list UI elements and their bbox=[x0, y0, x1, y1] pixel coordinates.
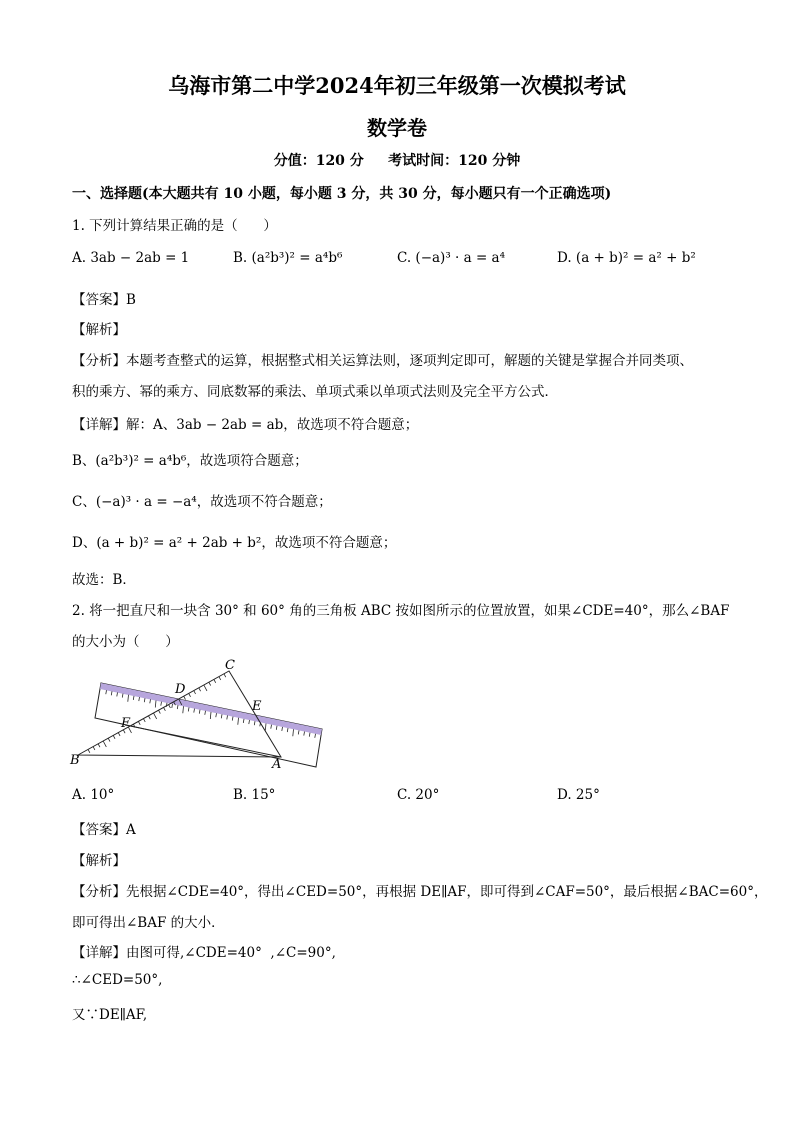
label-a: A bbox=[272, 757, 282, 770]
q1-answer: 【答案】B bbox=[72, 292, 136, 308]
q2-detail-3: 又∵DE∥AF, bbox=[72, 1007, 148, 1023]
question-1-stem: 1. 下列计算结果正确的是（ ） bbox=[72, 218, 277, 234]
q1-option-d: D. (a + b)² = a² + b² bbox=[557, 250, 696, 266]
q2-option-a: A. 10° bbox=[72, 787, 115, 803]
q1-option-a: A. 3ab − 2ab = 1 bbox=[72, 250, 190, 266]
ruler-triangle-figure bbox=[66, 655, 331, 770]
q1-analysis-label: 【解析】 bbox=[72, 322, 126, 338]
label-e: E bbox=[252, 699, 262, 714]
q2-fenxi-line2: 即可得出∠BAF 的大小． bbox=[72, 915, 225, 931]
q1-detail-d: D、(a + b)² = a² + 2ab + b²，故选项不符合题意； bbox=[72, 535, 397, 551]
label-d: D bbox=[175, 682, 186, 697]
exam-meta: 分值：120 分 考试时间：120 分钟 bbox=[273, 153, 521, 169]
q1-detail-c: C、(−a)³ · a = −a⁴，故选项不符合题意； bbox=[72, 494, 332, 510]
q1-detail-a: 【详解】解：A、3ab − 2ab = ab，故选项不符合题意； bbox=[72, 417, 419, 433]
exam-title: 乌海市第二中学2024年初三年级第一次模拟考试 bbox=[168, 73, 626, 98]
q2-option-c: C. 20° bbox=[397, 787, 440, 803]
q2-fenxi-line1: 【分析】先根据∠CDE=40°，得出∠CED=50°，再根据 DE∥AF，即可得到∠CAF=50°，最后根据∠BAC=60°， bbox=[72, 884, 768, 900]
label-f: F bbox=[121, 716, 131, 731]
q2-answer: 【答案】A bbox=[72, 822, 136, 838]
q2-detail-2: ∴∠CED=50°, bbox=[72, 972, 163, 988]
question-2-stem-line1: 2. 将一把直尺和一块含 30° 和 60° 角的三角板 ABC 按如图所示的位置放置，如果∠CDE=40°，那么∠BAF bbox=[72, 603, 730, 619]
q1-option-b: B. (a²b³)² = a⁴b⁶ bbox=[233, 250, 343, 266]
label-b: B bbox=[70, 753, 80, 768]
section-heading: 一、选择题(本大题共有 10 小题，每小题 3 分，共 30 分，每小题只有一个正确选项) bbox=[72, 186, 612, 202]
q1-choice: 故选：B． bbox=[72, 572, 136, 588]
q2-option-b: B. 15° bbox=[233, 787, 276, 803]
label-c: C bbox=[225, 658, 235, 673]
q1-detail-b: B、(a²b³)² = a⁴b⁶，故选项符合题意； bbox=[72, 453, 308, 469]
q1-option-c: C. (−a)³ · a = a⁴ bbox=[397, 250, 506, 266]
exam-subject: 数学卷 bbox=[367, 116, 427, 140]
question-2-stem-line2: 的大小为（ ） bbox=[72, 634, 179, 650]
q1-fenxi-line2: 积的乘方、幂的乘方、同底数幂的乘法、单项式乘以单项式法则及完全平方公式． bbox=[72, 384, 558, 400]
q2-detail-1: 【详解】由图可得,∠CDE=40° ,∠C=90°, bbox=[72, 945, 336, 961]
q2-analysis-label: 【解析】 bbox=[72, 853, 126, 869]
q2-option-d: D. 25° bbox=[557, 787, 600, 803]
q1-fenxi-line1: 【分析】本题考查整式的运算，根据整式相关运算法则，逐项判定即可，解题的关键是掌握合并同类项、 bbox=[72, 353, 693, 369]
